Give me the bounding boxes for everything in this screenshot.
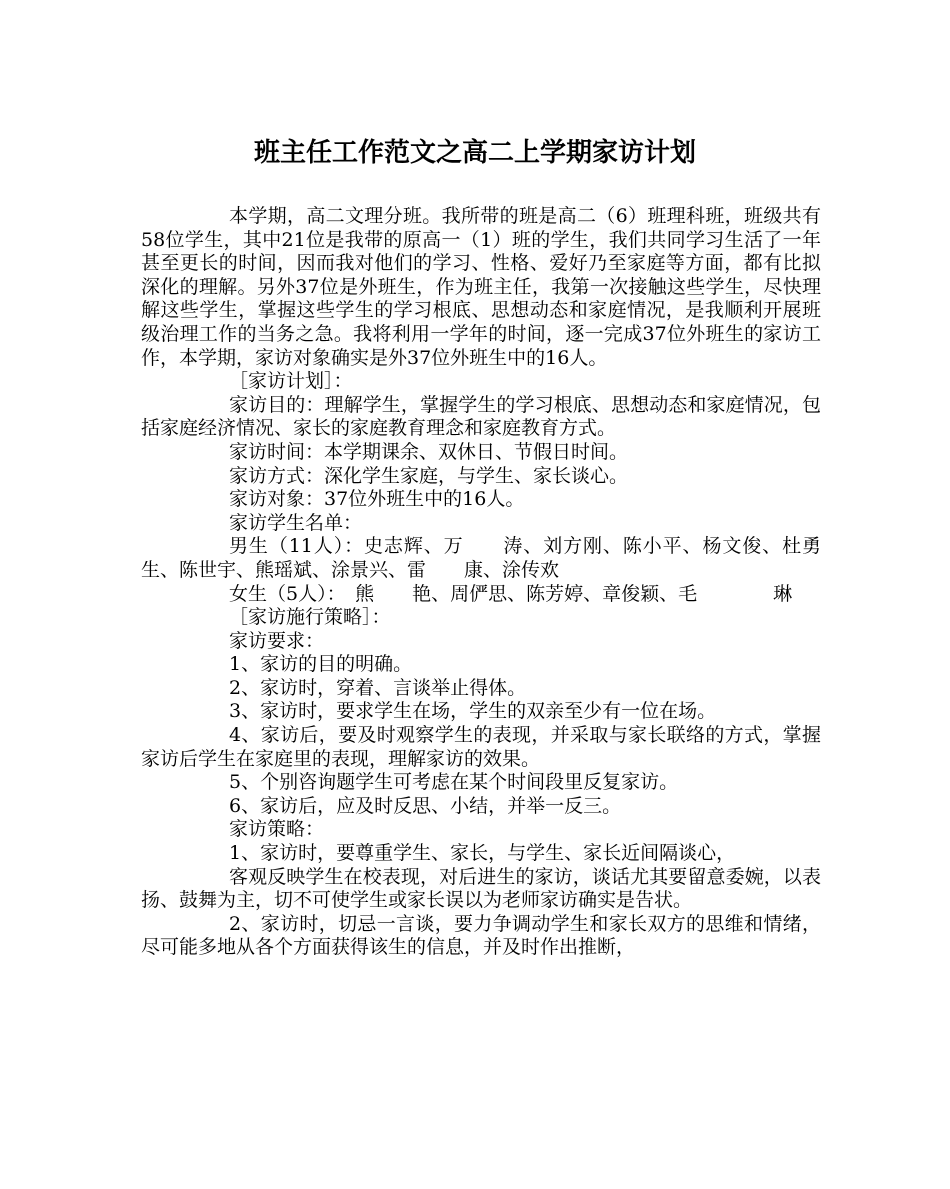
section-heading-plan: ［家访计划］： — [229, 370, 353, 393]
list-item-requirement: 3、家访时，要求学生在场，学生的双亲至少有一位在场。 — [229, 700, 717, 723]
list-item-requirement: 4、家访后，要及时观察学生的表现，并采取与家长联络的方式，掌握家访后学生在家庭里的表现，理解家访的效果。 — [141, 724, 821, 770]
paragraph-student-list-heading: 家访学生名单： — [229, 511, 363, 534]
list-item-strategy: 1、家访时，要尊重学生、家长，与学生、家长近间隔谈心， — [229, 842, 736, 865]
document-title: 班主任工作范文之高二上学期家访计划 — [253, 138, 696, 168]
list-item-requirement: 6、家访后，应及时反思、小结，并举一反三。 — [229, 794, 622, 817]
paragraph-visit-purpose: 家访目的：理解学生，掌握学生的学习根底、思想动态和家庭情况，包括家庭经济情况、家长的家庭教育理念和家庭教育方式。 — [141, 393, 821, 440]
list-item-requirement: 1、家访的目的明确。 — [229, 653, 413, 676]
paragraph-female-students: 女生（5人）： 熊 艳、周俨思、陈芳婷、章俊颖、毛 琳 — [229, 582, 793, 605]
list-item-strategy: 2、家访时，切忌一言谈，要力争调动学生和家长双方的思维和情绪，尽可能多地从各个方面获得该生的信息，并及时作出推断， — [141, 912, 821, 959]
paragraph-male-students: 男生（11人）：史志辉、万 涛、刘方刚、陈小平、杨文俊、杜勇生、陈世宇、熊瑶斌、涂景兴、雷 康、涂传欢 — [141, 535, 821, 581]
paragraph-visit-target: 家访对象：37位外班生中的16人。 — [229, 488, 525, 511]
paragraph-requirements-heading: 家访要求： — [229, 629, 325, 652]
paragraph-intro: 本学期，高二文理分班。我所带的班是高二（6）班理科班，班级共有58位学生，其中21位是我带的原高一（1）班的学生，我们共同学习生活了一年甚至更长的时间，因而我对他们的学习、性格、爱好乃至家庭等方面，都有比拟深化的理解。另外37位是外班生，作为班主任，我第一次接触这些学生，尽快理解这些学生，掌握这些学生的学习根底、思想动态和家庭情况，是我顺利开展班级治理工作的当务之急。我将利用一学年的时间，逐一完成37位外班生的家访工作，本学期，家访对象确实是外37位外班生中的16人。 — [141, 205, 821, 369]
list-item-requirement: 5、个别咨询题学生可考虑在某个时间段里反复家访。 — [229, 771, 679, 794]
paragraph-visit-time: 家访时间：本学期课余、双休日、节假日时间。 — [229, 440, 629, 463]
section-heading-strategy: ［家访施行策略］： — [229, 606, 391, 629]
list-item-requirement: 2、家访时，穿着、言谈举止得体。 — [229, 676, 527, 699]
paragraph-visit-method: 家访方式：深化学生家庭，与学生、家长谈心。 — [229, 464, 629, 487]
document-body — [141, 205, 821, 960]
paragraph-strategy-heading: 家访策略： — [229, 818, 325, 841]
paragraph-strategy-continued: 客观反映学生在校表现，对后进生的家访，谈话尤其要留意委婉，以表扬、鼓舞为主，切不可使学生或家长误以为老师家访确实是告状。 — [141, 865, 821, 912]
